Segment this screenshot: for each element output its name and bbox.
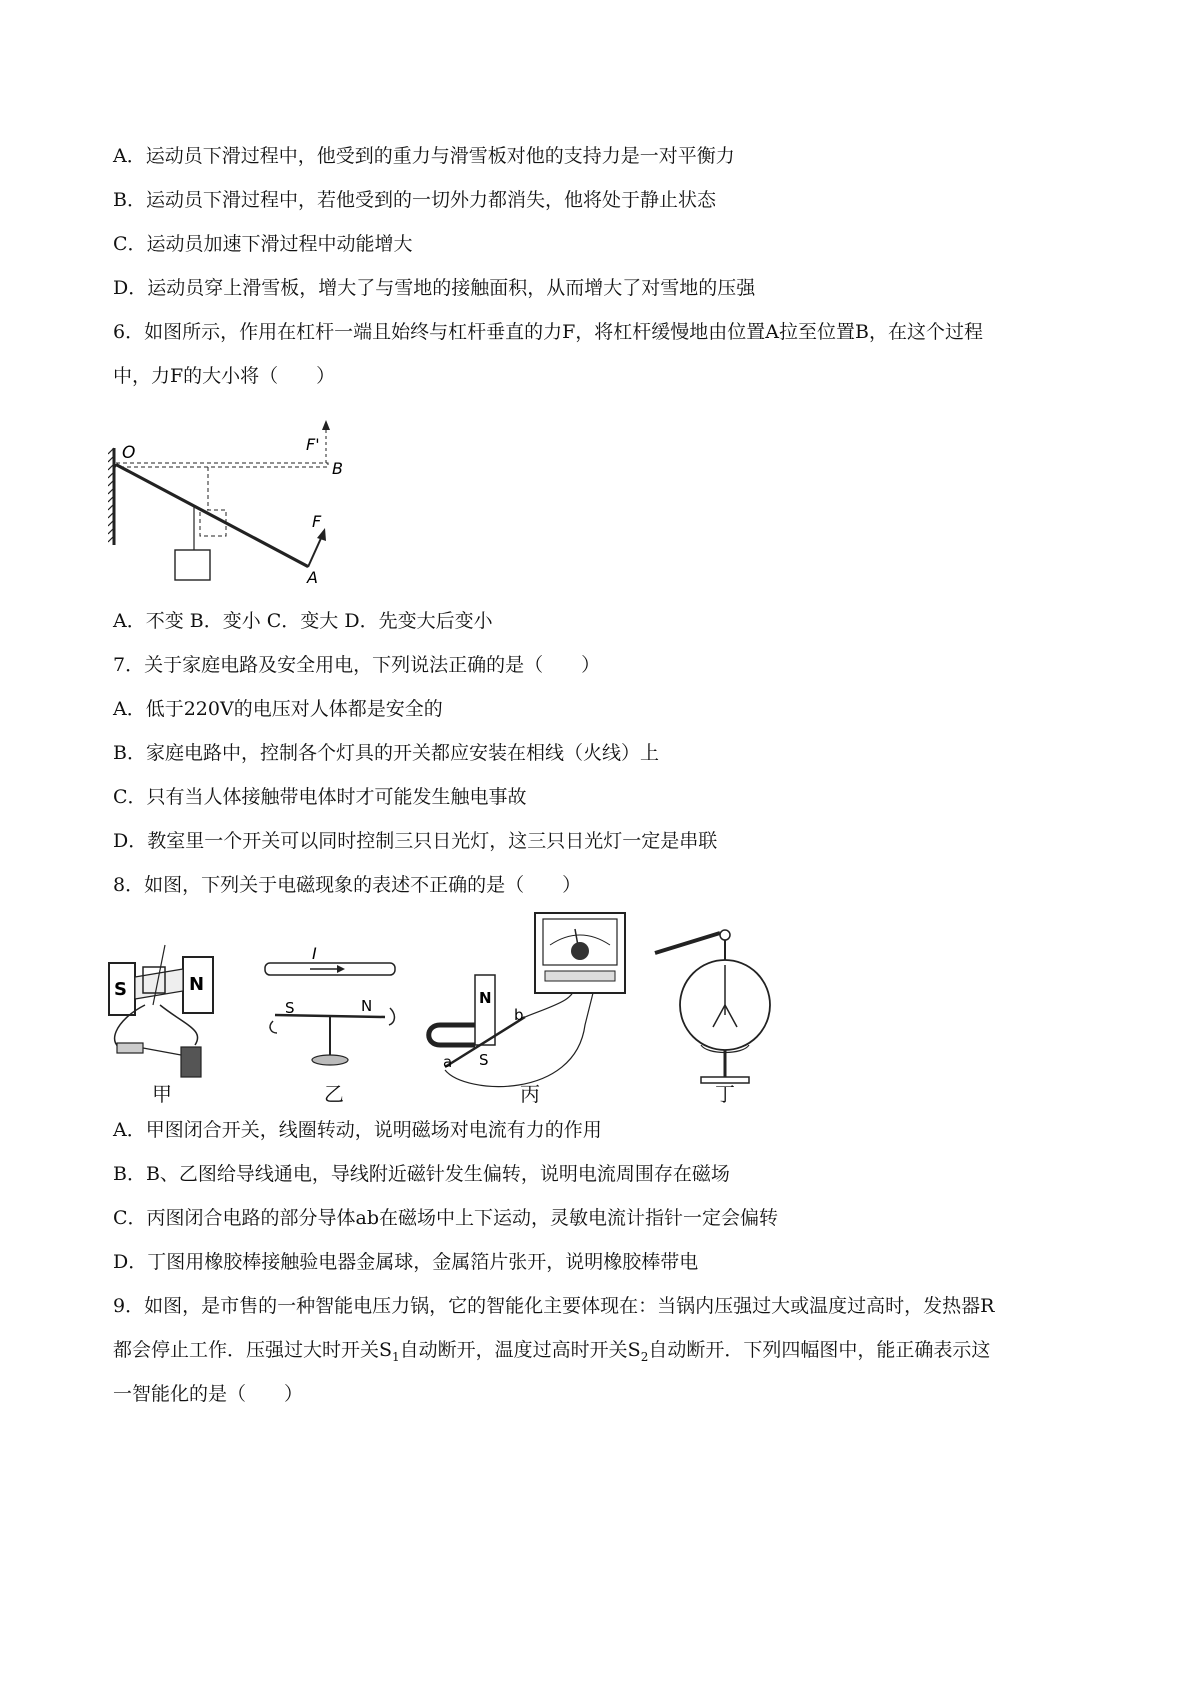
q5-option-b: B．运动员下滑过程中，若他受到的一切外力都消失，他将处于静止状态 (113, 189, 716, 211)
caption-yi: 乙 (324, 1082, 344, 1106)
bing-b-label: b (514, 1006, 524, 1024)
jia-s-pole: S (114, 979, 127, 1000)
jia-n-pole: N (189, 974, 205, 995)
q8-option-d: D．丁图用橡胶棒接触验电器金属球，金属箔片张开，说明橡胶棒带电 (113, 1251, 699, 1273)
bing-n-label: N (479, 989, 492, 1007)
q5-option-d: D．运动员穿上滑雪板，增大了与雪地的接触面积，从而增大了对雪地的压强 (113, 277, 756, 299)
yi-current-label: I (312, 944, 317, 963)
caption-jia: 甲 (152, 1082, 172, 1106)
caption-ding: 丁 (715, 1082, 735, 1106)
q7-option-a: A．低于220V的电压对人体都是安全的 (113, 698, 443, 720)
s1-subscript: 1 (392, 1349, 400, 1364)
q9-stem-line3: 一智能化的是（ ） (113, 1383, 304, 1405)
q9-line2-part-c: 自动断开．下列四幅图中，能正确表示这 (648, 1339, 991, 1361)
q6-stem-line2: 中，力F的大小将（ ） (113, 365, 336, 387)
bing-s-label: S (479, 1051, 489, 1069)
figure-jia-motor (109, 945, 213, 1077)
q9-line2-part-b: 自动断开，温度过高时开关S (399, 1339, 641, 1361)
q7-stem: 7．关于家庭电路及安全用电，下列说法正确的是（ ） (113, 654, 601, 676)
q9-stem-line1: 9．如图，是市售的一种智能电压力锅，它的智能化主要体现在：当锅内压强过大或温度过高时，发热器R (113, 1295, 995, 1317)
q7-option-d: D．教室里一个开关可以同时控制三只日光灯，这三只日光灯一定是串联 (113, 830, 718, 852)
q8-option-a: A．甲图闭合开关，线圈转动，说明磁场对电流有力的作用 (113, 1119, 602, 1141)
force-label-f-prime: F' (306, 435, 320, 454)
pivot-label-o: O (122, 443, 136, 463)
force-label-f: F (312, 512, 322, 531)
q7-option-c: C．只有当人体接触带电体时才可能发生触电事故 (113, 786, 527, 808)
point-label-b: B (332, 459, 343, 478)
q9-line2-part-a: 都会停止工作．压强过大时开关S (113, 1339, 393, 1361)
q6-stem-line1: 6．如图所示，作用在杠杆一端且始终与杠杆垂直的力F，将杠杆缓慢地由位置A拉至位置B，在这个过程 (113, 321, 983, 343)
q6-options: A．不变 B．变小 C．变大 D．先变大后变小 (113, 610, 493, 632)
q8-option-c: C．丙图闭合电路的部分导体ab在磁场中上下运动，灵敏电流计指针一定会偏转 (113, 1207, 779, 1229)
yi-n-label: N (361, 997, 373, 1015)
q9-stem-line2 (113, 1338, 990, 1369)
q8-option-b: B．B、乙图给导线通电，导线附近磁针发生偏转，说明电流周围存在磁场 (113, 1163, 730, 1185)
figure-yi-oersted (265, 944, 395, 1065)
s2-subscript: 2 (640, 1349, 649, 1364)
q7-option-b: B．家庭电路中，控制各个灯具的开关都应安装在相线（火线）上 (113, 742, 659, 764)
q5-option-c: C．运动员加速下滑过程中动能增大 (113, 233, 413, 255)
figure-ding-electroscope (655, 930, 770, 1083)
lever-figure (108, 410, 358, 590)
electromagnetism-figures (105, 905, 825, 1105)
q5-option-a: A．运动员下滑过程中，他受到的重力与滑雪板对他的支持力是一对平衡力 (113, 145, 735, 167)
bing-a-label: a (443, 1053, 453, 1071)
figure-bing-induction (429, 913, 625, 1087)
yi-s-label: S (285, 999, 295, 1017)
caption-bing: 丙 (520, 1082, 540, 1106)
point-label-a: A (307, 568, 318, 587)
q8-stem: 8．如图，下列关于电磁现象的表述不正确的是（ ） (113, 874, 582, 896)
